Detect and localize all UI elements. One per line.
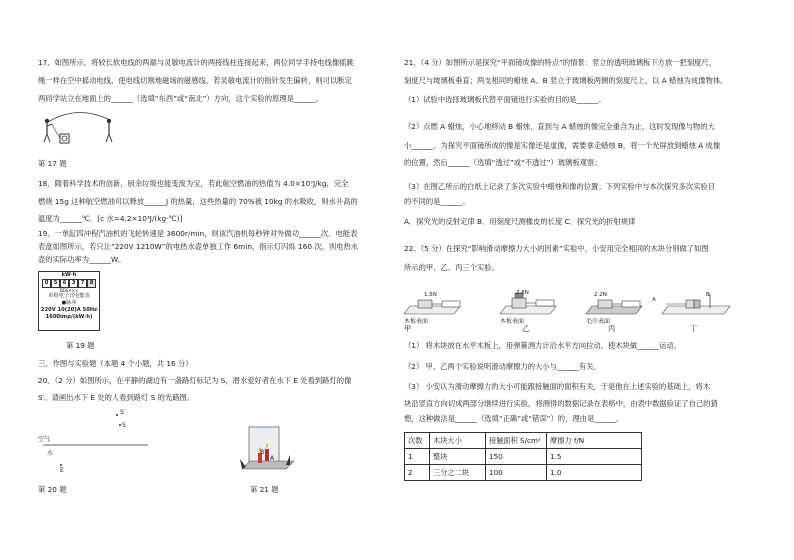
q20-caption: 第 20 题 — [38, 485, 67, 494]
figure-20 — [38, 408, 158, 478]
label-b: B — [260, 449, 265, 456]
label-s-prime: S′ — [120, 409, 126, 416]
q22-part-2: （2） 甲、乙两个实验说明滑动摩擦力的大小与______有关。 — [404, 362, 601, 371]
q17-line-2: 绳一样在空中摇动电线，使电线切割地磁场的磁感线。若灵敏电流计的指针发生偏转，则可以断定 — [38, 76, 352, 85]
table-cell: 1 — [405, 449, 430, 465]
surface-label-1: 木板表面 — [404, 318, 429, 325]
q21-line-2: 刻度尺与玻璃板垂直；两支相同的蜡烛 A、B 竖立于玻璃板两侧的刻度尺上，以 A 蜡烛为成像物体。 — [404, 76, 728, 85]
table-header: 摩擦力 f/N — [547, 433, 642, 449]
q22-part-3-line-2: 块沿竖直方向切成两部分继续进行实验，将测得的数据记录在表格中，由表中数据验证了自己的猜 — [404, 399, 718, 408]
meter-digit: 3 — [69, 279, 78, 288]
q17-line-1: 17、如图所示，将较长软电线的两端与灵敏电流计的两接线柱连接起来，两位同学手持电线像摇跳 — [38, 58, 354, 67]
table-row — [405, 465, 642, 481]
q21-p2-line-3: 的位置，然后______（选填“透过”或“不透过”）玻璃板观察； — [404, 158, 602, 167]
meter-spec-2: 1600imp/(kW·h) — [45, 314, 93, 320]
q22-part-1: （1） 将木块放在水平木板上，用弹簧测力计沿水平方向拉动，使木块做______运动。 — [404, 341, 681, 350]
q20-line-1: 20、（2 分）如图所示，在平静的湖边有一盏路灯标记为 S，潜水爱好者在水下 E 处看到路灯的像 — [38, 376, 352, 385]
q19-caption: 第 19 题 — [66, 341, 95, 350]
table-row — [405, 449, 642, 465]
q21-p3-line-2: 的不同的是______。 — [404, 197, 470, 206]
meter-digit: 0 — [42, 279, 51, 288]
q19-line-2: 表盘如图所示，若只让“220V 1210W”的电热水壶单独工作 6min，指示灯闪烁 160 次，则电热水 — [38, 242, 359, 251]
table-cell: 1.0 — [547, 465, 642, 481]
q20-line-2: S′。请画出水下 E 处的人看到路灯 S 的光路图。 — [38, 393, 195, 402]
meter-small: DDS××× — [59, 288, 79, 293]
label-s: S — [122, 422, 126, 429]
table-header: 接触面积 S/cm² — [486, 433, 547, 449]
table-cell: 2 — [405, 465, 430, 481]
table-cell: 100 — [486, 465, 547, 481]
force-label-1: 1.5N — [424, 292, 437, 298]
figure-17 — [38, 108, 118, 150]
q21-line-1: 21、（4 分）如图所示是探究“平面镜成像的特点”的情景：竖立的透明玻璃板下方放一把刻度尺， — [404, 58, 717, 67]
q19-line-1: 19、一单缸四冲程汽油机的飞轮转速是 3600r/min，则该汽油机每秒钟对外做功______次。电能表 — [38, 229, 358, 238]
meter-spec-1: 220V 10(20)A 50Hz — [40, 307, 98, 313]
q22-part-3-line-3: 想，这种做法是______（选填“正确”或“错误”）的，理由是______。 — [404, 414, 624, 423]
meter-name-1: 单相电子式电能表 — [48, 293, 90, 299]
q19-line-3: 壶的实际功率为______W。 — [38, 255, 126, 264]
fig-caption-ding: 丁 — [690, 324, 698, 333]
table-cell: 1.5 — [547, 449, 642, 465]
table-header: 次数 — [405, 433, 430, 449]
label-e: E — [60, 467, 64, 474]
table-cell: 整块 — [430, 449, 486, 465]
surface-label-2: 木板表面 — [500, 318, 525, 325]
table-cell: 三分之二块 — [430, 465, 486, 481]
fig-caption-jia: 甲 — [404, 324, 412, 333]
friction-table — [404, 432, 642, 481]
meter-digits — [39, 279, 99, 288]
label-water: 水 — [47, 450, 54, 457]
table-header: 木块大小 — [430, 433, 486, 449]
force-label-3: 2.2N — [594, 292, 607, 298]
q21-line-3: （1）试验中选择玻璃板代替平面镜进行实验的目的是______。 — [404, 95, 606, 104]
figure-21 — [238, 425, 298, 475]
table-cell: 150 — [486, 449, 547, 465]
q22-line-1: 22、（5 分）在探究“影响滑动摩擦力大小的因素”实验中，小安用完全相同的木块分别做了如图 — [404, 244, 709, 253]
meter-unit: kW·h — [61, 272, 77, 278]
label-a: A — [270, 455, 275, 462]
label-air: 空气 — [38, 436, 51, 443]
q18-line-1: 18、随着科学技术的创新，厨余垃圾也能变废为宝，若此航空燃油的热值为 4.0×10⁷J/kg，完全 — [38, 179, 349, 188]
electricity-meter — [38, 271, 100, 331]
q17-caption: 第 17 题 — [38, 159, 67, 168]
surface-label-3: 毛巾表面 — [586, 318, 611, 325]
label-a-22: A — [652, 297, 656, 303]
q21-p3-line-1: （3）在图乙所示的白纸上记录了多次实验中蜡烛和像的位置；下列实验中与本次探究多次实验目 — [404, 182, 716, 191]
meter-digit: 6 — [60, 279, 69, 288]
q18-line-3: 温度为______℃．[c 水=4.2×10³J/(kg·℃)] — [38, 214, 183, 223]
meter-name-2: ●脉冲 — [61, 300, 77, 306]
label-b-22: B — [706, 292, 710, 298]
section-3-heading: 三、作图与实验题（本题 4 个小题，共 16 分） — [38, 359, 193, 368]
fig-caption-bing: 丙 — [608, 324, 616, 333]
q22-part-3-line-1: （3） 小安认为滑动摩擦力的大小可能跟接触面的面积有关，于是他在上述实验的基础上，将木 — [404, 382, 711, 391]
meter-digit: 7 — [78, 279, 87, 288]
q22-line-2: 所示的甲、乙、丙三个实验。 — [404, 263, 499, 272]
force-label-2: 2.8N — [516, 290, 529, 296]
q21-p2-line-2: 小______。为探究平面镜所成的像是实像还是虚像，需要拿走蜡烛 B，将一个光屏放到蜡烛 A 成像 — [404, 141, 721, 150]
fig-caption-yi: 乙 — [522, 324, 530, 333]
q17-line-3: 两同学站立在地面上的______（选填“东西”或“南北”）方向，这个实验的原理是______。 — [38, 94, 324, 103]
meter-digit: 8 — [87, 279, 96, 288]
q21-options: A．探究光的反射定律 B．用刻度尺测橡皮的长度 C．探究光的折射规律 — [404, 217, 636, 226]
q21-caption: 第 21 题 — [250, 485, 279, 494]
q21-p2-line-1: （2）点燃 A 蜡烛，小心地移动 B 蜡烛，直到与 A 蜡烛的像完全重合为止，这时发现像与物的大 — [404, 122, 715, 131]
meter-digit: 5 — [51, 279, 60, 288]
q18-line-2: 燃烧 15g 这种航空燃油可以释放______J 的热量，这些热量的 70%被 10kg 的水吸收，则水升高的 — [38, 197, 358, 206]
table-header-row — [405, 433, 642, 449]
